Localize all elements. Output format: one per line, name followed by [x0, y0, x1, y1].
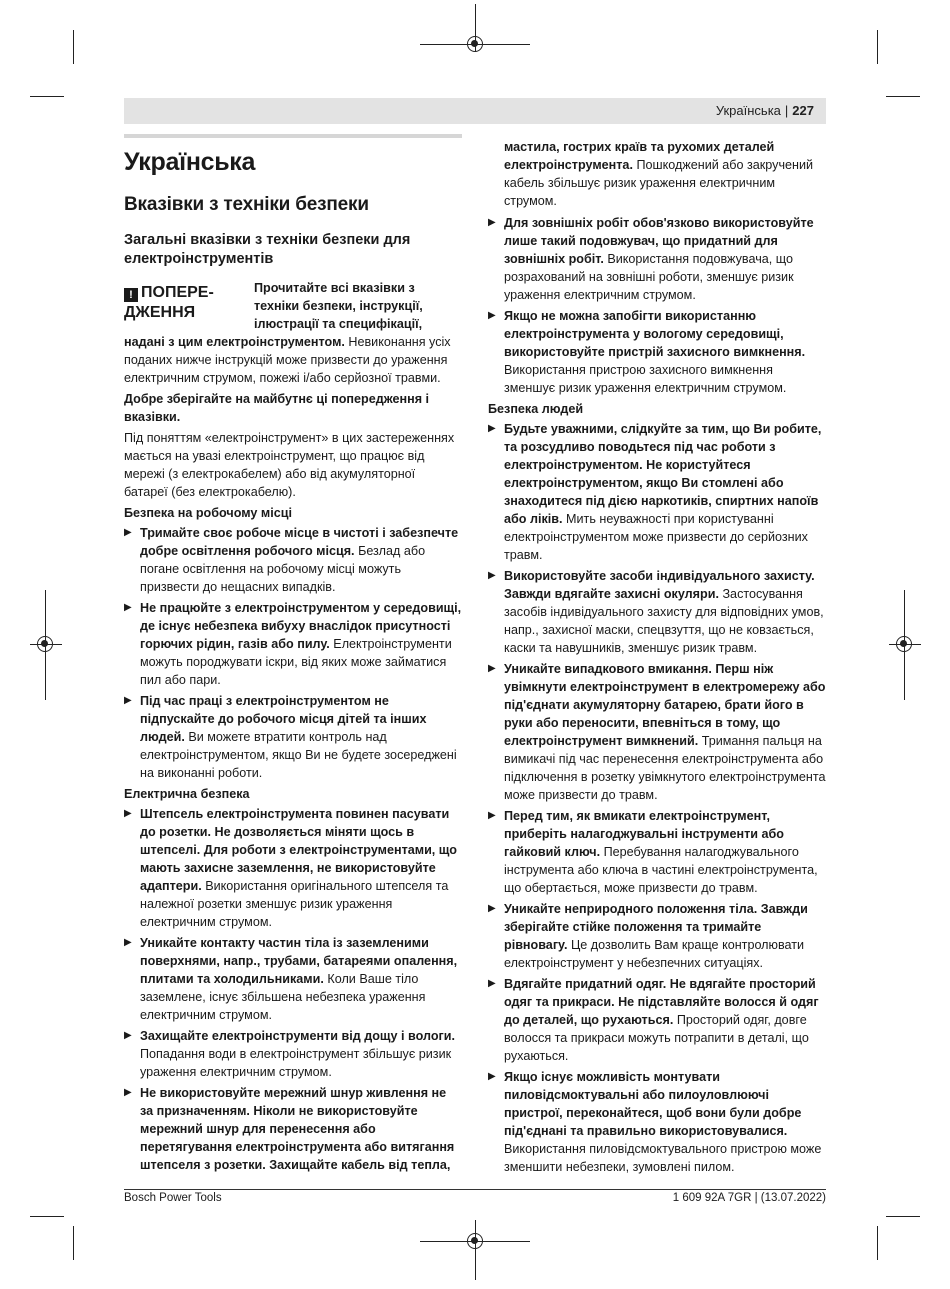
- continued-item: мастила, гострих країв та рухомих деталей електроінструмента. Пошкоджений або закручений кабель збільшує ризик ураження електричним струмом.: [504, 140, 814, 208]
- warning-block: [124, 279, 462, 387]
- list-item: ▶ Будьте уважними, слідкуйте за тим, що Ви робите, та розсудливо поводьтеся під час роботи з електроінструментом. Не користуйтеся електроінструментом, якщо Ви стомлені або знаходитеся під дією наркотиків, спиртних напоїв або ліків. Мить неуважності при користуванні електроінструментом може призвести до серйозних травм.: [488, 420, 826, 564]
- registration-target-icon: [37, 636, 53, 652]
- personal-safety-list: [488, 420, 826, 1176]
- left-column: [124, 143, 462, 1177]
- definition-text: Під поняттям «електроінструмент» в цих застереженнях мається на увазі електроінструмент, що працює від мережі (з електрокабелем) або від акумуляторної батареї (без електрокабелю).: [124, 431, 455, 499]
- registration-target-icon: [896, 636, 912, 652]
- header-section: Українська: [715, 103, 781, 118]
- registration-line: [475, 1220, 476, 1280]
- page-header: [124, 98, 826, 124]
- list-item: ▶ Уникайте випадкового вмикання. Перш ніж увімкнути електроінструмент в електромережу або під'єднати акумуляторну батарею, брати його в руки або переносити, впевніться в тому, що електроінструмент вимкнений. Тримання пальця на вимикачі під час перенесення електроінструмента або підключення в розетку увімкнутого електроінструмента може призвести до травм.: [488, 660, 826, 804]
- crop-mark: [877, 30, 878, 64]
- section-rule: [124, 134, 462, 138]
- list-item: ▶ Під час праці з електроінструментом не підпускайте до робочого місця дітей та інших людей. Ви можете втратити контроль над електроінструментом, якщо Ви не будете зосереджені на виконанні роботи.: [124, 692, 462, 782]
- list-item: ▶ Використовуйте засоби індивідуального захисту. Завжди вдягайте захисні окуляри. Застосування засобів індивідуального захисту для відповідних умов, напр., захисної маски, спецвзуття, що не ковзається, каски та навушників, зменшує ризик травм.: [488, 567, 826, 657]
- crop-mark: [73, 30, 74, 64]
- footer-doc-number: 1 609 92A 7GR | (13.07.2022): [672, 1192, 826, 1204]
- list-item: ▶ Якщо не можна запобігти використанню електроінструмента у вологому середовищі, використовуйте пристрій захисного вимкнення. Використання пристрою захисного вимкнення зменшує ризик ураження електричним струмом.: [488, 307, 826, 397]
- list-item: ▶ Вдягайте придатний одяг. Не вдягайте просторий одяг та прикраси. Не підставляйте волосся й одяг до деталей, що рухаються. Просторий одяг, довге волосся та прикраси можуть потрапити в деталі, що рухаються.: [488, 975, 826, 1065]
- footer-brand: Bosch Power Tools: [124, 1192, 222, 1204]
- section-heading: Вказівки з техніки безпеки: [124, 194, 369, 215]
- footer-rule: [124, 1189, 826, 1190]
- keep-instructions: Добре зберігайте на майбутнє ці попередження і вказівки.: [124, 392, 430, 424]
- page-number: 227: [792, 103, 814, 118]
- right-column: [488, 138, 826, 1179]
- list-item: ▶ Для зовнішніх робіт обов'язково використовуйте лише такий подовжувач, що придатний для зовнішніх робіт. Використання подовжувача, що розрахований на зовнішні роботи, зменшує ризик ураження електричним струмом.: [488, 214, 826, 304]
- crop-mark: [877, 1226, 878, 1260]
- list-item: ▶ Не працюйте з електроінструментом у середовищі, де існує небезпека вибуху внаслідок присутності горючих рідин, газів або пилу. Електроінструменти можуть породжувати іскри, від яких може займатися пил або пари.: [124, 599, 462, 689]
- list-item: ▶ Перед тим, як вмикати електроінструмент, приберіть налагоджувальні інструменти або гайковий ключ. Перебування налагоджувального інструмента або ключа в частині електроінструмента, що обертається, може призвести до травм.: [488, 807, 826, 897]
- crop-mark: [30, 1216, 64, 1217]
- list-item: ▶ Уникайте контакту частин тіла із заземленими поверхнями, напр., трубами, батареями опалення, плитами та холодильниками. Коли Ваше тіло заземлене, існує збільшена небезпека ураження електричним струмом.: [124, 934, 462, 1024]
- registration-target-icon: [467, 36, 483, 52]
- list-item: ▶ Захищайте електроінструменти від дощу і вологи. Попадання води в електроінструмент збільшує ризик ураження електричним струмом.: [124, 1027, 462, 1081]
- electrical-list-continued: [488, 214, 826, 397]
- warning-bold: Прочитайте всі вказівки з техніки безпеки, інструкції, ілюстрації та специфікації, надані з цим електроінструментом.: [124, 281, 423, 349]
- warning-triangle-icon: !: [124, 288, 138, 302]
- crop-mark: [73, 1226, 74, 1260]
- header-text: Українська | 227: [715, 103, 814, 118]
- electrical-list: [124, 805, 462, 1174]
- personal-safety-heading: Безпека людей: [488, 402, 584, 416]
- electrical-heading: Електрична безпека: [124, 787, 250, 801]
- warning-text: Невиконання усіх поданих нижче інструкцій може призвести до ураження електричним струмом, пожежі і/або серйозної травми.: [124, 335, 451, 385]
- list-item: ▶ Якщо існує можливість монтувати пиловідсмоктувальні або пилоуловлюючі пристрої, переконайтеся, щоб вони були добре під'єднані та правильно використовувалися. Використання пиловідсмоктувального пристрою може зменшити небезпеки, зумовлені пилом.: [488, 1068, 826, 1176]
- crop-mark: [886, 1216, 920, 1217]
- list-item: ▶ Тримайте своє робоче місце в чистоті і забезпечте добре освітлення робочого місця. Безлад або погане освітлення на робочому місці можуть призвести до нещасних випадків.: [124, 524, 462, 596]
- list-item: ▶ Не використовуйте мережний шнур живлення не за призначенням. Ніколи не використовуйте мережний шнур для перенесення або перетягування електроінструмента або витягання штепселя з розетки. Захищайте кабель від тепла,: [124, 1084, 462, 1174]
- registration-target-icon: [467, 1233, 483, 1249]
- work-area-list: [124, 524, 462, 782]
- work-area-heading: Безпека на робочому місці: [124, 506, 292, 520]
- list-item: ▶ Уникайте неприродного положення тіла. Завжди зберігайте стійке положення та тримайте рівновагу. Це дозволить Вам краще контролювати електроінструмент у небезпечних ситуаціях.: [488, 900, 826, 972]
- crop-mark: [30, 96, 64, 97]
- page-title: Українська: [124, 148, 256, 176]
- warning-label: ! ПОПЕРЕ-ДЖЕННЯ: [124, 284, 214, 321]
- subsection-heading: Загальні вказівки з техніки безпеки для електроінструментів: [124, 232, 411, 267]
- list-item: ▶ Штепсель електроінструмента повинен пасувати до розетки. Не дозволяється міняти щось в штепселі. Для роботи з електроінструментами, що мають захисне заземлення, не використовуйте адаптери. Використання оригінального штепселя та належної розетки зменшує ризик ураження електричним струмом.: [124, 805, 462, 931]
- crop-mark: [886, 96, 920, 97]
